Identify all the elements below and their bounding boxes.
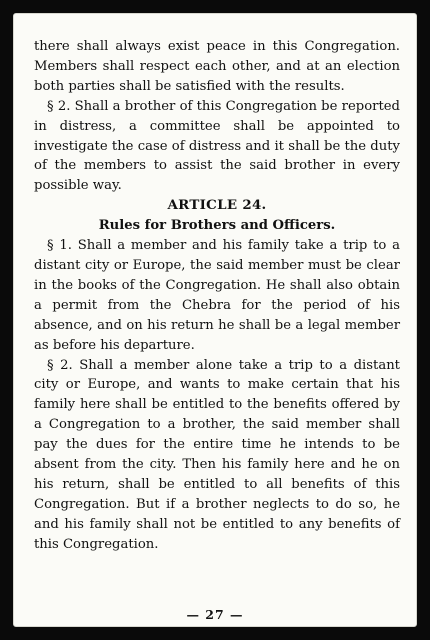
document-page bbox=[13, 13, 417, 627]
page-number: — 27 — bbox=[186, 607, 244, 622]
paragraph-continuation: there shall always exist peace in this Congregation. Members shall respect each other, and at an election both parties shall be satisfied with the results. bbox=[34, 39, 400, 94]
paragraph-section-2-trip: § 2. Shall a member alone take a trip to a distant city or Europe, and wants to make certain that his family here shall be entitled to the benefits offered by a Congregation to a brother, the said member shall pay the dues for the entire time he intends to be absent from the city. Then his family here and he on his return, shall be entitled to all benefits of this Congregation. But if a brother neglects to do so, he and his family shall not be entitled to any benefits of this Congregation. bbox=[34, 357, 400, 552]
paragraph-section-2-distress: § 2. Shall a brother of this Congregation be reported in distress, a committee shall be appointed to investigate the case of distress and it shall be the duty of the members to assist the said brother in every possible way. bbox=[34, 98, 400, 194]
paragraph-section-1-trip: § 1. Shall a member and his family take a trip to a distant city or Europe, the said member must be clear in the books of the Congregation. He shall also obtain a permit from the Chebra for the period of his absence, and on his return he shall be a legal member as before his departure. bbox=[34, 238, 400, 353]
article-title: ARTICLE 24. bbox=[167, 197, 267, 214]
page-body bbox=[34, 37, 400, 555]
article-subtitle: Rules for Brothers and Officers. bbox=[98, 218, 336, 234]
